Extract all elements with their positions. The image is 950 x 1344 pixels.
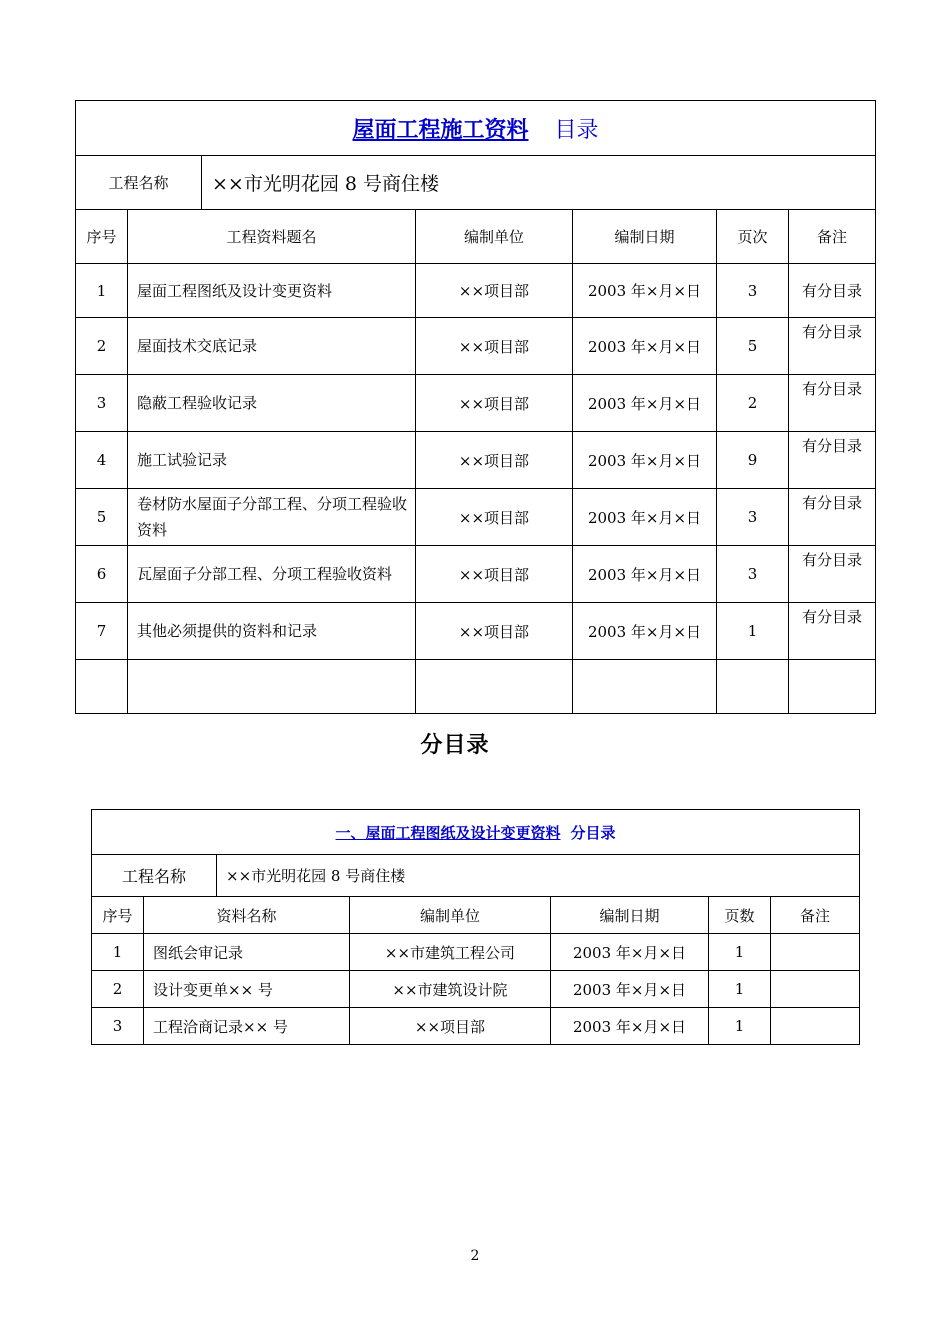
sub-header-row xyxy=(92,897,860,934)
row-unit: ××项目部 xyxy=(416,489,573,546)
row-unit: ××项目部 xyxy=(416,375,573,432)
project-row xyxy=(76,156,876,210)
row-no: 5 xyxy=(76,489,128,546)
row-no: 3 xyxy=(76,375,128,432)
row-note: 有分目录 xyxy=(789,375,876,432)
table-row xyxy=(76,318,876,375)
empty-cell xyxy=(717,660,789,714)
row-name: 施工试验记录 xyxy=(128,432,416,489)
row-date: 2003 年×月×日 xyxy=(573,318,717,375)
empty-cell xyxy=(128,660,416,714)
row-note: 有分目录 xyxy=(789,432,876,489)
row-no: 4 xyxy=(76,432,128,489)
sub-header-no: 序号 xyxy=(92,897,144,934)
row-note: 有分目录 xyxy=(789,318,876,375)
catalog-title-suffix: 目录 xyxy=(554,117,599,143)
sub-project-name-value: ××市光明花园 8 号商住楼 xyxy=(226,867,406,885)
row-date: 2003 年×月×日 xyxy=(573,603,717,660)
table-row xyxy=(76,264,876,318)
header-date: 编制日期 xyxy=(573,210,717,264)
project-name-value: ××市光明花园 8 号商住楼 xyxy=(212,173,440,195)
sub-header-name: 资料名称 xyxy=(144,897,350,934)
row-pages: 3 xyxy=(717,489,789,546)
empty-row xyxy=(76,660,876,714)
sub-table-row xyxy=(92,934,860,971)
row-no: 6 xyxy=(76,546,128,603)
row-pages: 3 xyxy=(717,264,789,318)
main-catalog-table xyxy=(75,100,876,714)
table-row xyxy=(76,375,876,432)
catalog-title-main: 屋面工程施工资料 xyxy=(352,116,529,143)
row-pages: 2 xyxy=(717,375,789,432)
row-pages: 1 xyxy=(717,603,789,660)
sub-row-name: 设计变更单×× 号 xyxy=(144,971,350,1008)
sub-catalog-title xyxy=(92,810,860,855)
sub-table-row xyxy=(92,971,860,1008)
row-note: 有分目录 xyxy=(789,603,876,660)
sub-row-name: 工程洽商记录×× 号 xyxy=(144,1008,350,1045)
header-note: 备注 xyxy=(789,210,876,264)
sub-project-row xyxy=(92,855,860,897)
sub-catalog-heading: 分目录 xyxy=(420,733,490,758)
row-unit: ××项目部 xyxy=(416,432,573,489)
row-name: 瓦屋面子分部工程、分项工程验收资料 xyxy=(128,546,416,603)
row-date: 2003 年×月×日 xyxy=(573,264,717,318)
sub-header-note: 备注 xyxy=(771,897,860,934)
table-row xyxy=(76,546,876,603)
empty-cell xyxy=(789,660,876,714)
row-name: 屋面技术交底记录 xyxy=(128,318,416,375)
row-unit: ××项目部 xyxy=(416,546,573,603)
sub-row-date: 2003 年×月×日 xyxy=(551,971,709,1008)
row-unit: ××项目部 xyxy=(416,603,573,660)
row-no: 2 xyxy=(76,318,128,375)
row-note: 有分目录 xyxy=(789,489,876,546)
sub-catalog-title-main: 一、屋面工程图纸及设计变更资料 xyxy=(335,823,561,842)
row-unit: ××项目部 xyxy=(416,264,573,318)
sub-row-pages: 1 xyxy=(709,934,771,971)
row-unit: ××项目部 xyxy=(416,318,573,375)
sub-catalog-table xyxy=(91,809,860,1045)
sub-row-unit: ××市建筑工程公司 xyxy=(350,934,551,971)
sub-row-date: 2003 年×月×日 xyxy=(551,1008,709,1045)
sub-row-date: 2003 年×月×日 xyxy=(551,934,709,971)
page-number: 2 xyxy=(470,1248,480,1264)
row-no: 1 xyxy=(76,264,128,318)
row-no: 7 xyxy=(76,603,128,660)
row-note: 有分目录 xyxy=(789,264,876,318)
row-note: 有分目录 xyxy=(789,546,876,603)
row-pages: 3 xyxy=(717,546,789,603)
sub-row-note xyxy=(771,934,860,971)
sub-header-unit: 编制单位 xyxy=(350,897,551,934)
empty-cell xyxy=(76,660,128,714)
sub-row-no: 1 xyxy=(92,934,144,971)
sub-row-pages: 1 xyxy=(709,1008,771,1045)
sub-header-date: 编制日期 xyxy=(551,897,709,934)
row-date: 2003 年×月×日 xyxy=(573,489,717,546)
sub-row-name: 图纸会审记录 xyxy=(144,934,350,971)
row-pages: 9 xyxy=(717,432,789,489)
header-pages: 页次 xyxy=(717,210,789,264)
row-name: 卷材防水屋面子分部工程、分项工程验收资料 xyxy=(128,489,416,546)
sub-table-row xyxy=(92,1008,860,1045)
sub-project-name-label: 工程名称 xyxy=(92,855,217,896)
table-row xyxy=(76,432,876,489)
sub-header-pages: 页数 xyxy=(709,897,771,934)
row-name: 屋面工程图纸及设计变更资料 xyxy=(128,264,416,318)
empty-cell xyxy=(573,660,717,714)
empty-cell xyxy=(416,660,573,714)
table-row xyxy=(76,489,876,546)
sub-row-unit: ××市建筑设计院 xyxy=(350,971,551,1008)
row-date: 2003 年×月×日 xyxy=(573,375,717,432)
sub-row-note xyxy=(771,1008,860,1045)
header-row xyxy=(76,210,876,264)
table-row xyxy=(76,603,876,660)
project-name-label: 工程名称 xyxy=(76,156,202,209)
sub-row-no: 2 xyxy=(92,971,144,1008)
catalog-title xyxy=(76,101,876,156)
row-date: 2003 年×月×日 xyxy=(573,432,717,489)
header-no: 序号 xyxy=(76,210,128,264)
header-title: 工程资料题名 xyxy=(128,210,416,264)
header-unit: 编制单位 xyxy=(416,210,573,264)
sub-row-unit: ××项目部 xyxy=(350,1008,551,1045)
sub-row-note xyxy=(771,971,860,1008)
row-pages: 5 xyxy=(717,318,789,375)
sub-row-pages: 1 xyxy=(709,971,771,1008)
row-date: 2003 年×月×日 xyxy=(573,546,717,603)
row-name: 隐蔽工程验收记录 xyxy=(128,375,416,432)
row-name: 其他必须提供的资料和记录 xyxy=(128,603,416,660)
sub-row-no: 3 xyxy=(92,1008,144,1045)
sub-catalog-title-suffix: 分目录 xyxy=(570,823,616,842)
